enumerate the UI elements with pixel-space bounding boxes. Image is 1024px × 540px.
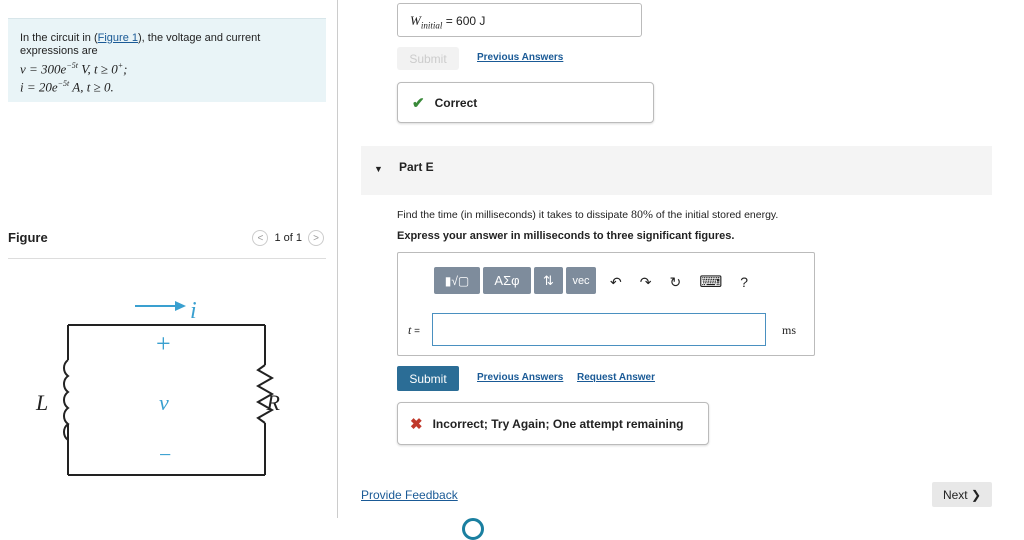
previous-answers-link-top[interactable]: Previous Answers [477, 52, 564, 63]
correct-text: Correct [434, 95, 478, 110]
i-exp: −5t [57, 79, 70, 89]
question-text [397, 207, 778, 222]
symbols-button[interactable]: ΑΣφ [483, 267, 531, 294]
keyboard-icon[interactable]: ⌨ [699, 274, 723, 291]
figure-link[interactable]: Figure 1 [97, 32, 138, 44]
next-figure-button[interactable]: > [308, 230, 324, 246]
instruction-text: Express your answer in milliseconds to three significant figures. [397, 230, 735, 242]
voltage-equation [20, 58, 314, 76]
i-lhs: i = 20e [20, 79, 58, 95]
unit-label: ms [782, 323, 797, 337]
i-rest: A, t ≥ 0. [69, 79, 114, 95]
previous-answers-link[interactable]: Previous Answers [477, 372, 564, 383]
answer-input[interactable] [432, 313, 766, 346]
v-exp: −5t [66, 61, 78, 70]
resistor-label: R [266, 390, 280, 415]
templates-button[interactable]: ▮√▢ [434, 267, 480, 294]
reset-icon[interactable]: ↻ [669, 273, 682, 290]
circuit-diagram [30, 290, 280, 490]
redo-icon[interactable]: ↷ [639, 273, 652, 290]
x-icon: ✖ [410, 415, 423, 433]
provide-feedback-link[interactable]: Provide Feedback [361, 488, 458, 502]
plus-label: + [156, 329, 171, 358]
var-t: t [408, 323, 412, 337]
voltage-label: v [159, 390, 169, 415]
problem-statement [8, 18, 326, 102]
incorrect-text: Incorrect; Try Again; One attempt remaining [432, 416, 684, 431]
figure-title: Figure [8, 230, 48, 245]
submit-button[interactable]: Submit [397, 366, 459, 391]
current-arrow-head [175, 301, 186, 311]
question-prefix: Find the time (in milliseconds) it takes to dissipate [397, 209, 632, 221]
pager-count: 1 of 1 [274, 232, 302, 244]
figure-pager [252, 230, 324, 246]
intro-suffix: ), the voltage and current expressions are [20, 32, 261, 57]
question-pct: 80% [631, 207, 654, 221]
figure-header [8, 228, 326, 259]
submit-button-disabled[interactable]: Submit [397, 47, 459, 70]
collapse-triangle-icon[interactable]: ▼ [374, 164, 383, 174]
math-toolbar [434, 267, 596, 294]
next-button[interactable]: Next ❯ [932, 482, 992, 507]
correct-feedback [397, 82, 654, 123]
part-e-header[interactable] [361, 146, 992, 195]
v-sup: + [117, 61, 124, 70]
panel-divider [337, 0, 338, 518]
v-lhs: v = 300e [20, 61, 67, 77]
intro-prefix: In the circuit in ( [20, 32, 98, 44]
request-answer-link[interactable]: Request Answer [577, 372, 655, 383]
editor-actions [610, 272, 748, 292]
inductor-label: L [36, 390, 49, 415]
current-equation [20, 76, 314, 94]
part-e-label: Part E [399, 160, 434, 174]
question-suffix: of the initial stored energy. [653, 209, 779, 221]
prev-figure-button[interactable]: < [252, 230, 268, 246]
previous-answer-field [397, 3, 642, 37]
current-label: i [190, 298, 197, 324]
check-icon: ✔ [412, 94, 425, 112]
variable-label [408, 323, 420, 338]
chat-bubble-icon[interactable] [462, 518, 484, 540]
v-end: ; [123, 61, 128, 77]
equals-sign: = [411, 326, 420, 337]
arrows-button[interactable]: ⇅ [534, 267, 563, 294]
w-sub: initial [420, 20, 443, 31]
w-value: = 600 J [442, 14, 486, 28]
v-rest: V, t ≥ 0 [77, 61, 118, 77]
minus-label: − [159, 442, 172, 467]
answer-editor [397, 252, 815, 356]
problem-intro [20, 32, 314, 58]
help-icon[interactable]: ? [740, 274, 749, 290]
undo-icon[interactable]: ↶ [610, 273, 622, 290]
incorrect-feedback [397, 402, 709, 445]
vec-button[interactable]: vec [566, 267, 596, 294]
w-var: W [410, 13, 421, 28]
